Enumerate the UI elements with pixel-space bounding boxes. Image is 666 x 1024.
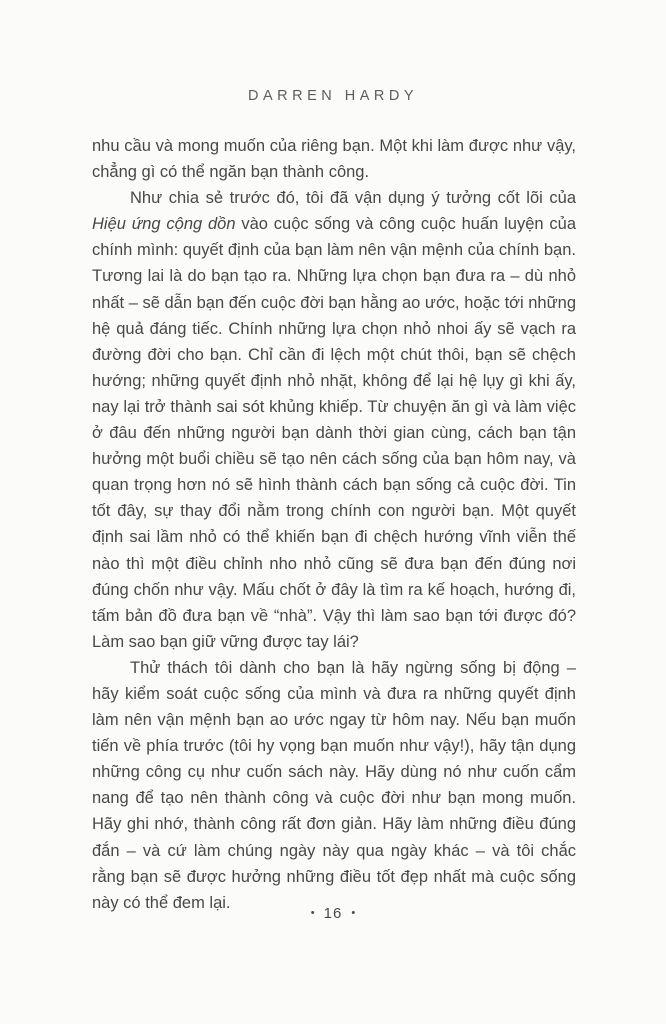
running-head: DARREN HARDY — [247, 88, 418, 104]
paragraph-continuation — [92, 133, 576, 185]
paragraph-main — [92, 185, 576, 655]
footer-left-dot: • — [310, 907, 315, 919]
page-footer — [0, 905, 666, 922]
book-title-italic: Hiệu ứng cộng dồn — [92, 215, 236, 234]
paragraph-text: vào cuộc sống và công cuộc huấn luyện của chính mình: quyết định của bạn làm nên vận mệnh của chính bạn. Tương lai là do bạn tạo ra. Những lựa chọn bạn đưa ra – dù nhỏ nhất – sẽ dẫn bạn đến cuộc đời bạn hằng ao ước, hoặc tới những hệ quả đáng tiếc. Chính những lựa chọn nhỏ nhoi ấy sẽ vạch ra đường đời cho bạn. Chỉ cần đi lệch một chút thôi, bạn sẽ chệch hướng; những quyết định nhỏ nhặt, không để lại hệ lụy gì khi ấy, nay lại trở thành sai sót khủng khiếp. Từ chuyện ăn gì và làm việc ở đâu đến những người bạn dành thời gian cùng, cách bạn tận hưởng một buổi chiều sẽ tạo nên cách sống của bạn hôm nay, và quan trọng hơn nó sẽ hình thành cách bạn sống cả cuộc đời. Tin tốt đây, sự thay đổi nằm trong chính con người bạn. Một quyết định sai lầm nhỏ có thể khiến bạn đi chệch hướng vĩnh viễn thế nào thì một điều chỉnh nho nhỏ cũng sẽ đưa bạn đến đúng nơi đúng chốn như vậy. Mấu chốt ở đây là tìm ra kế hoạch, hướng đi, tấm bản đồ đưa bạn về “nhà”. Vậy thì làm sao bạn tới được đó? Làm sao bạn giữ vững được tay lái? — [92, 215, 576, 651]
paragraph-challenge — [92, 655, 576, 916]
paragraph-text: nhu cầu và mong muốn của riêng bạn. Một khi làm được như vậy, chẳng gì có thể ngăn bạn thành công. — [92, 137, 576, 182]
paragraph-text: Như chia sẻ trước đó, tôi đã vận dụng ý tưởng cốt lõi của — [130, 189, 576, 208]
paragraph-text: Thử thách tôi dành cho bạn là hãy ngừng sống bị động – hãy kiểm soát cuộc sống của mình và đưa ra những quyết định làm nên vận mệnh bạn ao ước ngay từ hôm nay. Nếu bạn muốn tiến về phía trước (tôi hy vọng bạn muốn như vậy!), hãy tận dụng những công cụ như cuốn sách này. Hãy dùng nó như cuốn cẩm nang để tạo nên thành công và cuộc đời như bạn mong muốn. Hãy ghi nhớ, thành công rất đơn giản. Hãy làm những điều đúng đắn – và cứ làm chúng ngày này qua ngày khác – và tôi chắc rằng bạn sẽ được hưởng những điều tốt đẹp nhất mà cuộc sống này có thể đem lại. — [92, 658, 576, 912]
page-number: 16 — [323, 905, 343, 922]
body-text — [92, 133, 576, 916]
footer-right-dot: • — [351, 907, 356, 919]
